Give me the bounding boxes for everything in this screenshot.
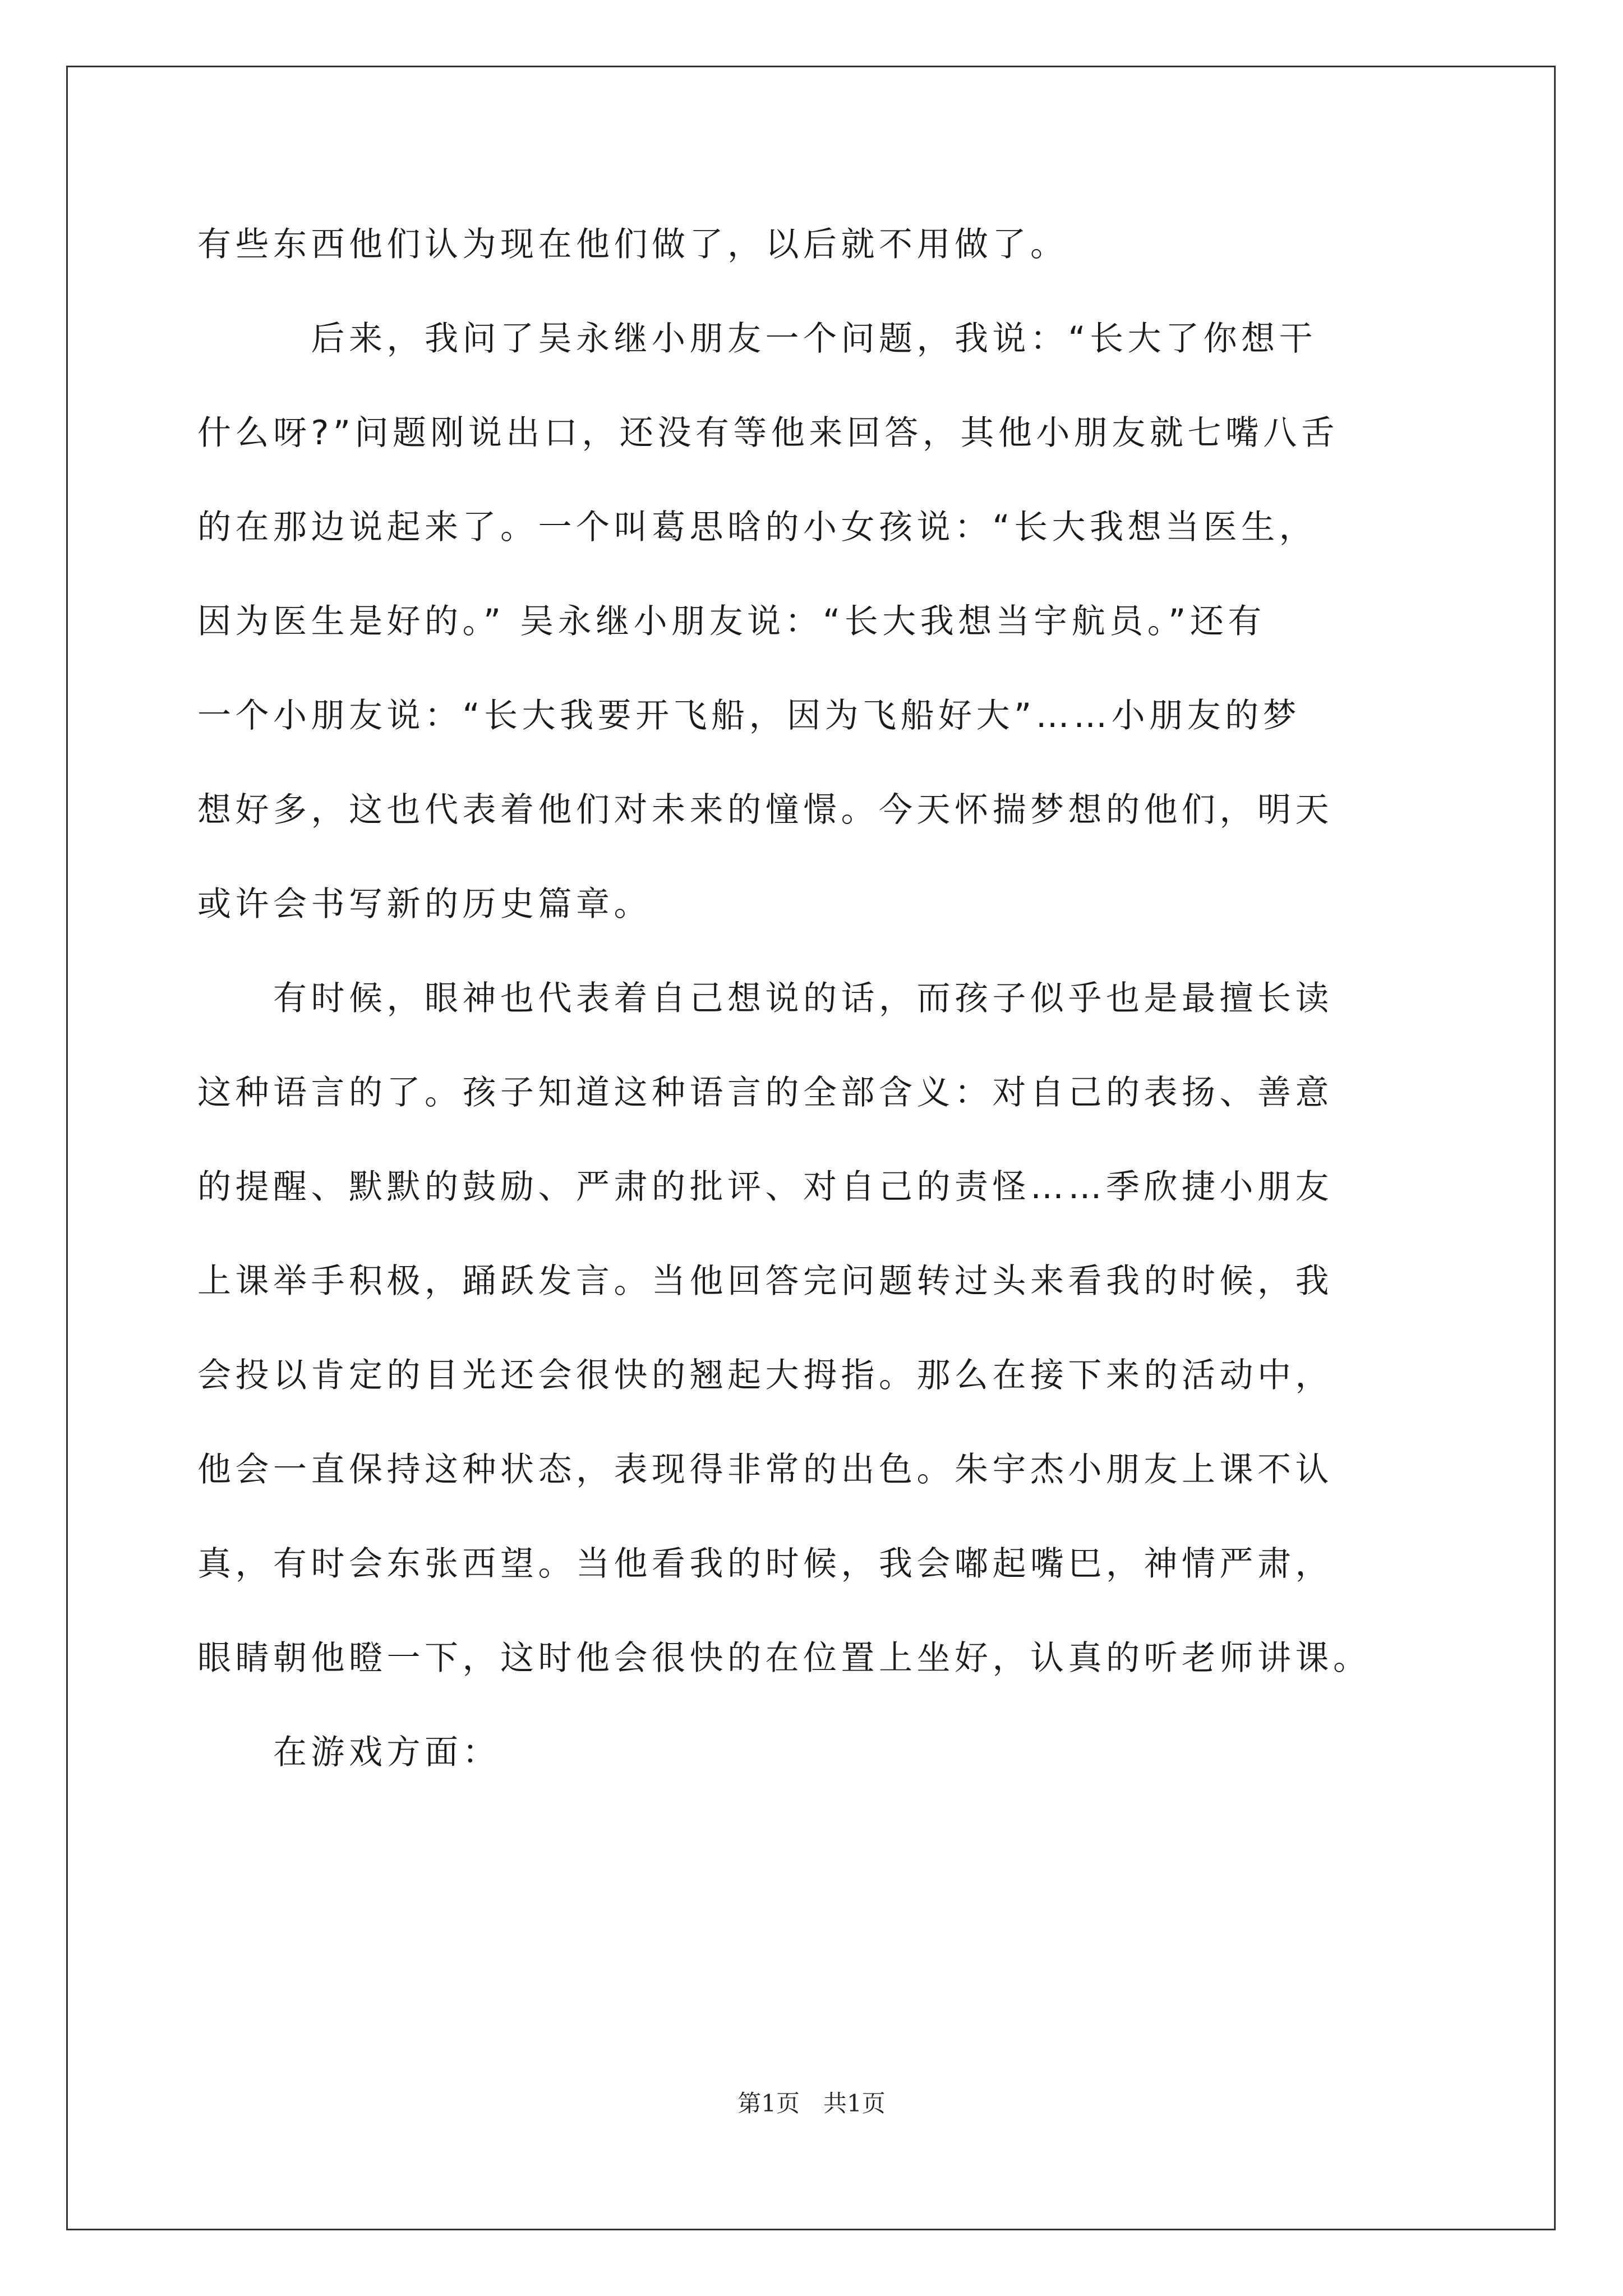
text-line: 有时候，眼神也代表着自己想说的话，而孩子似乎也是最擅长读 (197, 979, 1333, 1018)
text-line: 会投以肯定的目光还会很快的翘起大拇指。那么在接下来的活动中， (197, 1356, 1333, 1395)
text-line: 上课举手积极，踊跃发言。当他回答完问题转过头来看我的时候，我 (197, 1262, 1333, 1301)
text-line: 的提醒、默默的鼓励、严肃的批评、对自己的责怪……季欣捷小朋友 (197, 1167, 1333, 1207)
page-footer: 第1页 共1页 (737, 2090, 886, 2117)
text-line: 一个小朋友说：“长大我要开飞船，因为飞船好大”……小朋友的梦 (197, 696, 1301, 735)
text-line: 或许会书写新的历史篇章。 (197, 885, 652, 924)
text-line: 眼睛朝他瞪一下，这时他会很快的在位置上坐好，认真的听老师讲课。 (197, 1639, 1371, 1678)
text-line: 想好多，这也代表着他们对未来的憧憬。今天怀揣梦想的他们，明天 (197, 790, 1333, 830)
text-line: 的在那边说起来了。一个叫葛思晗的小女孩说：“长大我想当医生， (197, 508, 1317, 547)
text-line: 在游戏方面： (197, 1733, 500, 1772)
text-line: 有些东西他们认为现在他们做了，以后就不用做了。 (197, 225, 1068, 264)
text-line: 后来，我问了吴永继小朋友一个问题，我说：“长大了你想干 (197, 319, 1317, 358)
text-line: 这种语言的了。孩子知道这种语言的全部含义：对自己的表扬、善意 (197, 1073, 1333, 1112)
text-line: 他会一直保持这种状态，表现得非常的出色。朱宇杰小朋友上课不认 (197, 1450, 1333, 1489)
text-line: 什么呀?”问题刚说出口，还没有等他来回答，其他小朋友就七嘴八舌 (197, 413, 1339, 453)
text-line: 真，有时会东张西望。当他看我的时候，我会嘟起嘴巴，神情严肃， (197, 1544, 1333, 1584)
text-line: 因为医生是好的。” 吴永继小朋友说：“长大我想当宇航员。”还有 (197, 602, 1266, 641)
page-border (66, 66, 1556, 2230)
